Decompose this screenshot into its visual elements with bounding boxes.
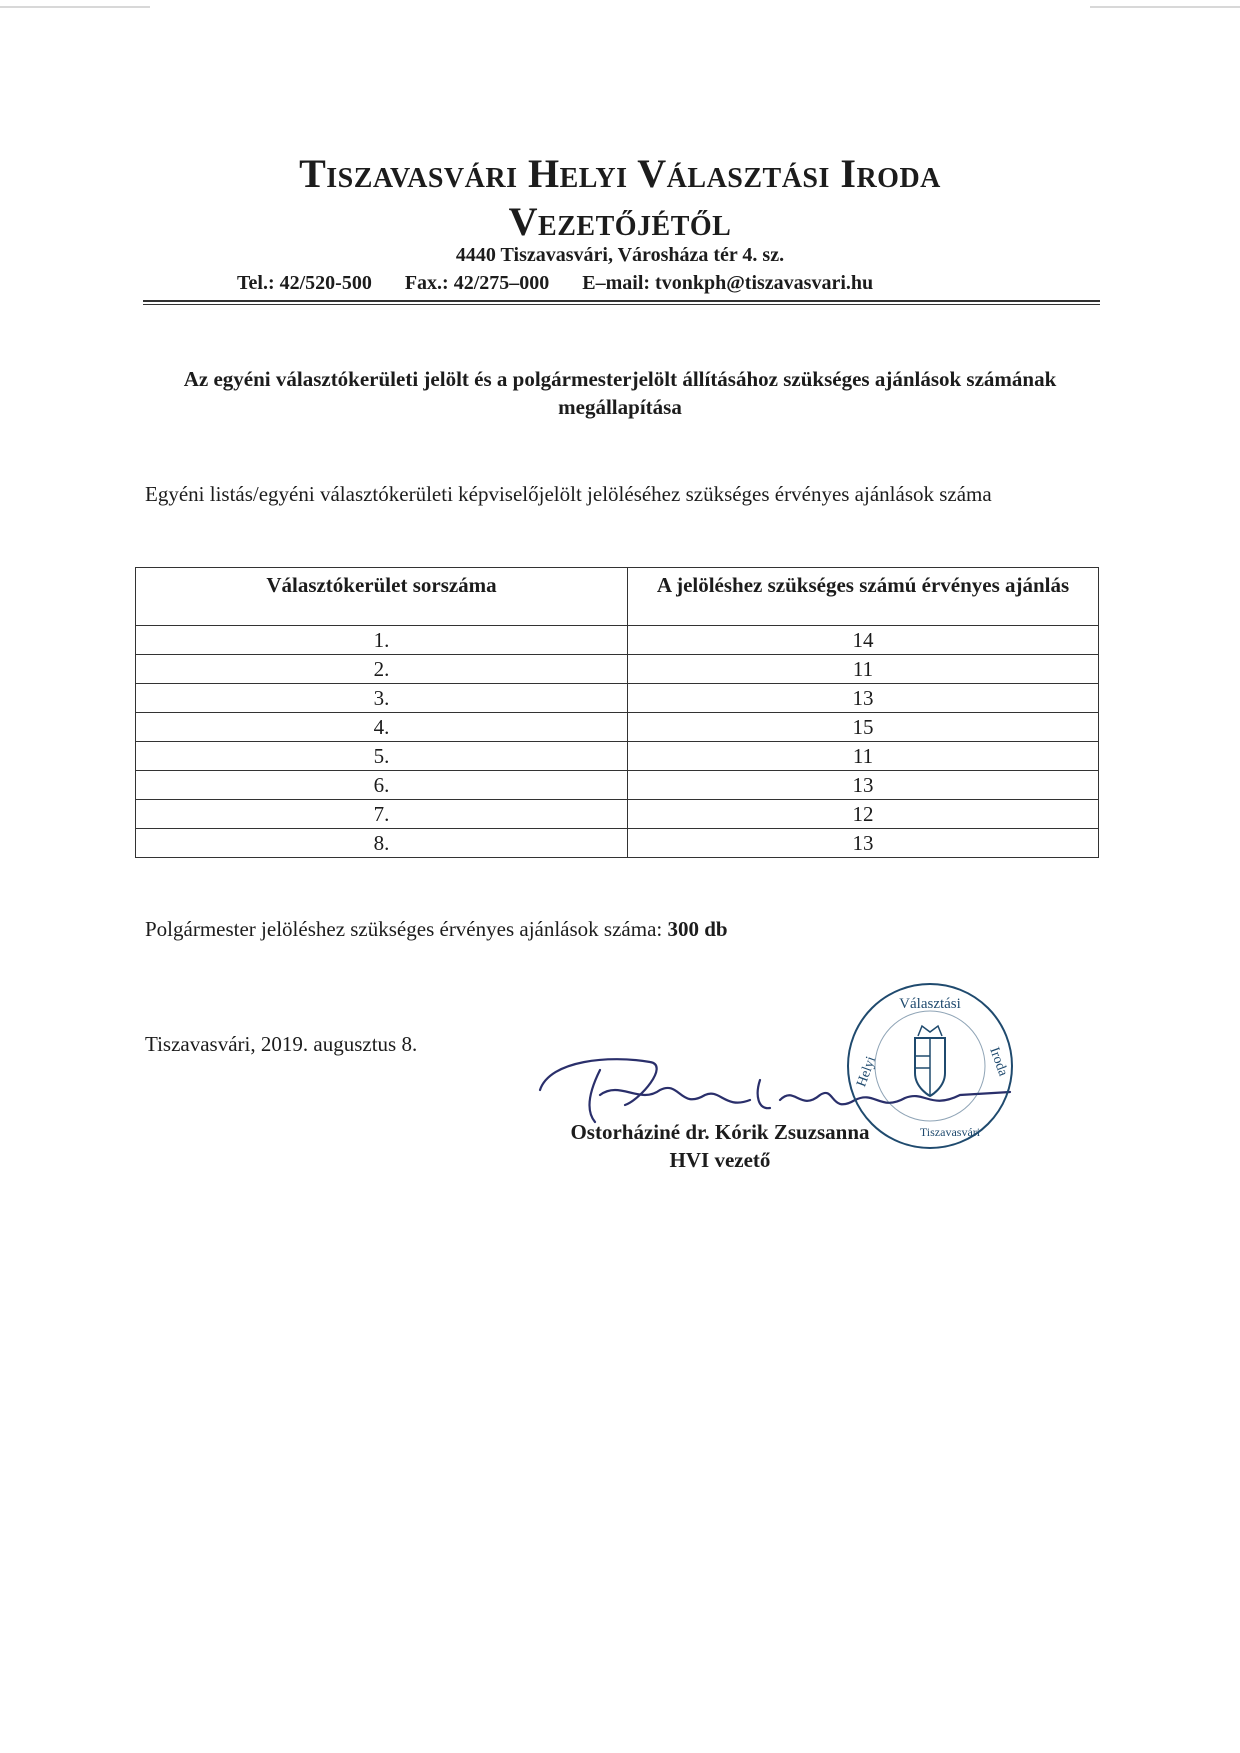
email-address: E–mail: tvonkph@tiszavasvari.hu [582, 272, 874, 294]
table-row [136, 713, 1099, 742]
intro-paragraph: Egyéni listás/egyéni választókerületi képviselőjelölt jelöléséhez szükséges érvényes ajánlások száma [145, 482, 992, 506]
required-count: 12 [628, 800, 1099, 829]
table-row [136, 771, 1099, 800]
table-row [136, 742, 1099, 771]
required-count: 13 [628, 829, 1099, 858]
office-title: Tiszavasvári Helyi Választási Iroda [299, 151, 941, 196]
column-header-required: A jelöléshez szükséges számú érvényes ajánlás [628, 568, 1099, 626]
table-row [136, 800, 1099, 829]
phone-number: Tel.: 42/520-500 [237, 272, 372, 294]
column-header-district: Választókerület sorszáma [136, 568, 628, 626]
svg-text:Helyi: Helyi [854, 1054, 880, 1089]
required-count: 13 [628, 684, 1099, 713]
district-number: 6. [136, 771, 628, 800]
mayor-requirement-value: 300 db [667, 917, 728, 941]
district-number: 3. [136, 684, 628, 713]
mayor-requirement-label: Polgármester jelöléshez szükséges érvényes ajánlások száma: [145, 917, 663, 941]
document-subject: Az egyéni választókerületi jelölt és a polgármesterjelölt állításához szükséges ajánlások számának megállapítása [183, 367, 1057, 419]
scan-edge-mark [1090, 6, 1240, 8]
table-row [136, 684, 1099, 713]
office-address: 4440 Tiszavasvári, Városháza tér 4. sz. [455, 244, 785, 266]
table-row [136, 655, 1099, 684]
scan-edge-mark [0, 6, 150, 8]
required-count: 15 [628, 713, 1099, 742]
fax-number: Fax.: 42/275–000 [404, 272, 550, 294]
table-row [136, 829, 1099, 858]
signer-role: HVI vezető [669, 1148, 771, 1172]
svg-text:Tiszavasvári: Tiszavasvári [919, 1125, 981, 1139]
district-number: 2. [136, 655, 628, 684]
office-title-line2: Vezetőjétől [508, 199, 732, 244]
contact-line [237, 272, 1017, 295]
header-divider [143, 300, 1100, 302]
svg-text:Választási: Választási [899, 996, 961, 1012]
district-number: 1. [136, 626, 628, 655]
district-number: 5. [136, 742, 628, 771]
required-count: 13 [628, 771, 1099, 800]
header-divider-thin [143, 304, 1100, 305]
signer-name: Ostorháziné dr. Kórik Zsuzsanna [570, 1120, 870, 1144]
required-count: 11 [628, 655, 1099, 684]
district-number: 4. [136, 713, 628, 742]
district-number: 8. [136, 829, 628, 858]
place-and-date: Tiszavasvári, 2019. augusztus 8. [145, 1032, 418, 1056]
mayor-requirement [145, 917, 728, 942]
svg-text:Iroda: Iroda [986, 1045, 1011, 1079]
district-requirements-table [135, 567, 1099, 858]
table-row [136, 626, 1099, 655]
district-number: 7. [136, 800, 628, 829]
required-count: 11 [628, 742, 1099, 771]
required-count: 14 [628, 626, 1099, 655]
table-header-row [136, 568, 1099, 626]
